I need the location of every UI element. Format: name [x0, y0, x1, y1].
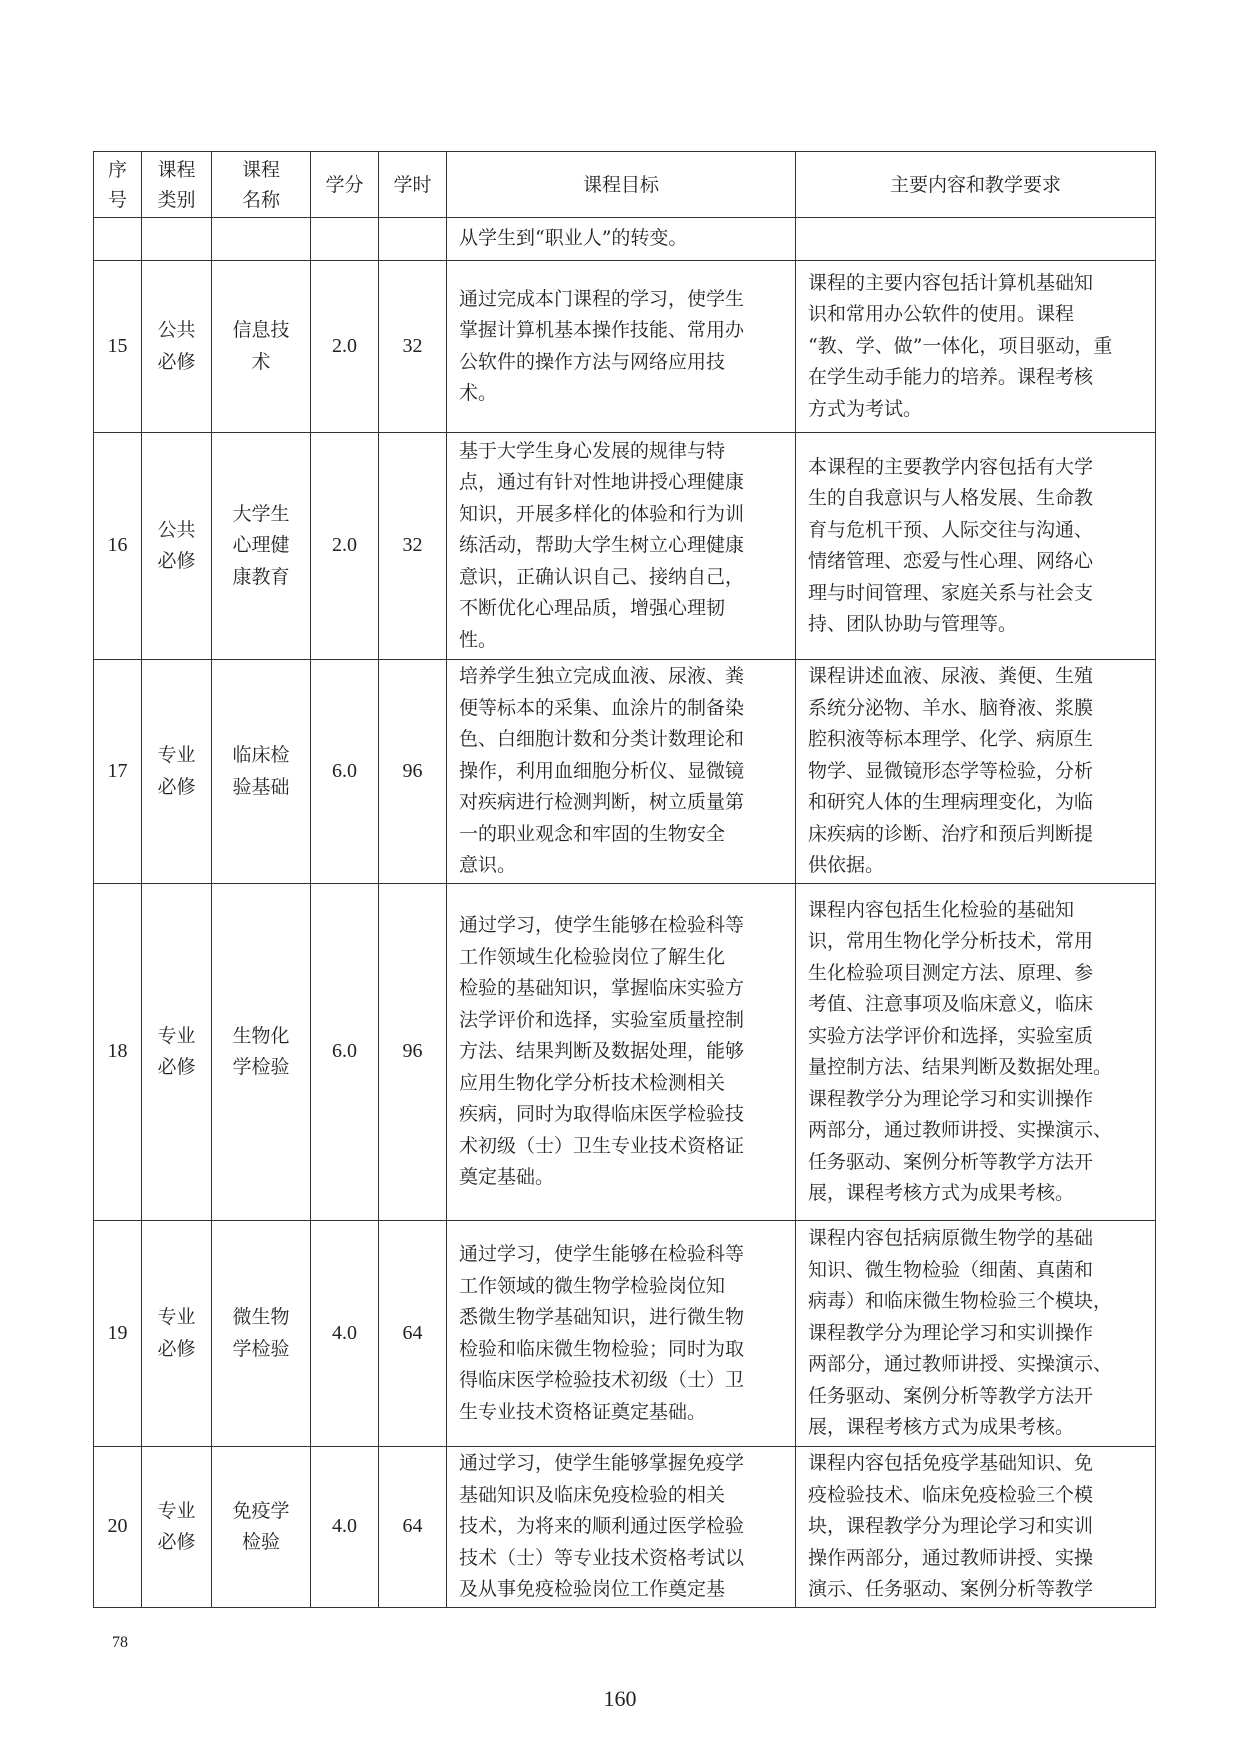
text-line: 情绪管理、恋爱与性心理、网络心 [808, 550, 1094, 572]
cell-goal [447, 1447, 796, 1608]
cell-category [142, 884, 212, 1221]
text-line: 术。 [459, 382, 498, 404]
text-line: 持、团队协助与管理等。 [808, 613, 1018, 635]
text-line: 检验的基础知识，掌握临床实验方 [459, 977, 745, 1000]
text-line: 练活动，帮助大学生树立心理健康 [459, 534, 745, 557]
text-line: 操作两部分，通过教师讲授、实操 [808, 1546, 1094, 1569]
text-line: 两部分，通过教师讲授、实操演示、 [808, 1119, 1113, 1141]
cell-name [212, 1221, 311, 1447]
text-line: 学检验 [232, 1337, 290, 1360]
original-page-number: 78 [112, 1634, 128, 1651]
text-line: 供依据。 [808, 854, 885, 877]
cell-credits: 6.0 [311, 660, 379, 884]
text-line: 块，课程教学分为理论学习和实训 [808, 1515, 1094, 1538]
text-line: 悉微生物学基础知识，进行微生物 [459, 1306, 745, 1328]
text-line: 一的职业观念和牢固的生物安全 [459, 822, 726, 845]
cell-empty [94, 218, 142, 261]
text-line: 奠定基础。 [459, 1166, 555, 1189]
text-line: 方式为考试。 [808, 397, 923, 420]
text-line: 便等标本的采集、血涂片的制备染 [459, 696, 745, 719]
text-line: 在学生动手能力的培养。课程考核 [808, 366, 1094, 389]
text-line: 课程的主要内容包括计算机基础知 [808, 271, 1094, 294]
cell-seq: 17 [94, 660, 142, 884]
cell-seq: 20 [94, 1447, 142, 1608]
text-line: 识，常用生物化学分析技术，常用 [808, 930, 1094, 952]
text-line: 课程内容包括免疫学基础知识、免 [808, 1452, 1094, 1475]
text-line: 课程内容包括生化检验的基础知 [808, 898, 1075, 921]
cell-category [142, 433, 212, 660]
text-line: 不断优化心理品质，增强心理韧 [459, 597, 726, 620]
text-line: 必修 [157, 1337, 196, 1360]
text-line: 免疫学 [232, 1499, 290, 1522]
text-line: 展，课程考核方式为成果考核。 [808, 1182, 1075, 1204]
cell-hours: 32 [379, 433, 447, 660]
text-line: 专业 [157, 744, 196, 766]
table-row [94, 1447, 1156, 1608]
text-line: 公软件的操作方法与网络应用技 [459, 350, 726, 373]
text-line: 实验方法学评价和选择，实验室质 [808, 1024, 1094, 1047]
cell-content [796, 660, 1156, 884]
text-line: 任务驱动、案例分析等教学方法开 [808, 1150, 1094, 1173]
cell-seq: 15 [94, 261, 142, 433]
header-category: 课程 类别 [142, 152, 212, 218]
text-line: 课程教学分为理论学习和实训操作 [808, 1321, 1094, 1344]
cell-content [796, 1221, 1156, 1447]
cell-seq: 19 [94, 1221, 142, 1447]
text-line: 必修 [157, 350, 196, 373]
cell-name [212, 884, 311, 1221]
text-line: 量控制方法、结果判断及数据处理。 [808, 1056, 1113, 1078]
page-number: 160 [603, 1686, 637, 1711]
cell-goal [447, 660, 796, 884]
text-line: 基于大学生身心发展的规律与特 [459, 439, 726, 462]
cell-hours: 32 [379, 261, 447, 433]
text-line: 育与危机干预、人际交往与沟通、 [808, 518, 1094, 541]
text-line: 通过学习，使学生能够掌握免疫学 [459, 1452, 745, 1475]
text-line: 本课程的主要教学内容包括有大学 [808, 455, 1094, 478]
text-line: 工作领域生化检验岗位了解生化 [459, 945, 726, 968]
text-line: 康教育 [232, 565, 290, 588]
cell-category [142, 1221, 212, 1447]
text-line: 方法、结果判断及数据处理，能够 [459, 1040, 745, 1063]
text-line: 专业 [157, 1499, 196, 1522]
cell-empty [142, 218, 212, 261]
text-line: 知识、微生物检验（细菌、真菌和 [808, 1258, 1094, 1281]
cell-hours: 96 [379, 660, 447, 884]
text-line: 基础知识及临床免疫检验的相关 [459, 1483, 726, 1506]
cell-hours: 96 [379, 884, 447, 1221]
cell-goal: 从学生到“职业人”的转变。 [447, 218, 796, 261]
text-line: 生化检验项目测定方法、原理、参 [808, 961, 1094, 984]
text-line: 必修 [157, 1531, 196, 1553]
text-line: 对疾病进行检测判断，树立质量第 [459, 791, 745, 814]
text-line: 通过学习，使学生能够在检验科等 [459, 914, 745, 937]
text-line: 检验 [241, 1531, 280, 1553]
table-row [94, 884, 1156, 1221]
text-line: 及从事免疫检验岗位工作奠定基 [459, 1578, 726, 1601]
text-line: 演示、任务驱动、案例分析等教学 [808, 1578, 1094, 1601]
text-line: 生专业技术资格证奠定基础。 [459, 1400, 707, 1423]
text-line: 微生物 [232, 1306, 290, 1328]
cell-seq: 16 [94, 433, 142, 660]
text-line: 掌握计算机基本操作技能、常用办 [459, 319, 745, 341]
text-line: 知识，开展多样化的体验和行为训 [459, 502, 745, 525]
text-line: 技术（士）等专业技术资格考试以 [459, 1546, 745, 1569]
cell-category [142, 1447, 212, 1608]
table-row-continued [94, 218, 1156, 261]
text-line: 检验和临床微生物检验；同时为取 [459, 1337, 745, 1360]
cell-credits: 4.0 [311, 1221, 379, 1447]
text-line: 考值、注意事项及临床意义，临床 [808, 993, 1094, 1015]
cell-credits: 6.0 [311, 884, 379, 1221]
table-header-row [94, 152, 1156, 218]
text-line: 疾病，同时为取得临床医学检验技 [459, 1103, 745, 1126]
text-line: 通过完成本门课程的学习，使学生 [459, 287, 745, 310]
table-row [94, 261, 1156, 433]
text-line: 大学生 [232, 502, 290, 525]
cell-empty [311, 218, 379, 261]
cell-goal [447, 433, 796, 660]
text-line: 系统分泌物、羊水、脑脊液、浆膜 [808, 696, 1094, 719]
text-line: 疫检验技术、临床免疫检验三个模 [808, 1483, 1094, 1506]
text-line: 术初级（士）卫生专业技术资格证 [459, 1134, 745, 1157]
cell-content [796, 261, 1156, 433]
text-line: 术 [251, 350, 271, 373]
text-line: 通过学习，使学生能够在检验科等 [459, 1243, 745, 1265]
cell-goal [447, 884, 796, 1221]
text-line: 病毒）和临床微生物检验三个模块， [808, 1290, 1113, 1313]
text-line: 生物化 [232, 1024, 290, 1047]
text-line: 色、白细胞计数和分类计数理论和 [459, 728, 745, 751]
cell-hours: 64 [379, 1447, 447, 1608]
text-line: 课程讲述血液、尿液、粪便、生殖 [808, 665, 1094, 688]
text-line: 验基础 [232, 775, 290, 798]
text-line: 展，课程考核方式为成果考核。 [808, 1416, 1075, 1439]
header-seq: 序 号 [94, 152, 142, 218]
header-name: 课程 名称 [212, 152, 311, 218]
cell-goal [447, 261, 796, 433]
text-line: 信息技 [232, 319, 290, 341]
text-line: 生的自我意识与人格发展、生命教 [808, 487, 1094, 509]
text-line: 意识，正确认识自己、接纳自己， [459, 565, 745, 588]
text-line: 临床检 [232, 744, 290, 766]
cell-category [142, 261, 212, 433]
text-line: 课程教学分为理论学习和实训操作 [808, 1087, 1094, 1110]
cell-name [212, 261, 311, 433]
text-line: 理与时间管理、家庭关系与社会支 [808, 581, 1094, 604]
cell-name [212, 1447, 311, 1608]
cell-category [142, 660, 212, 884]
text-line: 法学评价和选择，实验室质量控制 [459, 1008, 745, 1031]
cell-name [212, 433, 311, 660]
text-line: 性。 [459, 628, 498, 651]
course-table [93, 151, 1156, 1608]
text-line: 必修 [157, 775, 196, 798]
table-row [94, 433, 1156, 660]
text-line: 公共 [157, 319, 196, 341]
text-line: 技术，为将来的顺利通过医学检验 [459, 1515, 745, 1538]
text-line: 必修 [157, 550, 196, 572]
text-line: 腔积液等标本理学、化学、病原生 [808, 728, 1094, 751]
cell-hours: 64 [379, 1221, 447, 1447]
text-line: 操作，利用血细胞分析仪、显微镜 [459, 759, 745, 782]
text-line: 课程内容包括病原微生物学的基础 [808, 1227, 1094, 1250]
table-row [94, 660, 1156, 884]
text-line: 物学、显微镜形态学等检验，分析 [808, 759, 1094, 782]
header-hours: 学时 [379, 152, 447, 218]
text-line: “教、学、做”一体化，项目驱动，重 [808, 334, 1113, 357]
text-line: 学检验 [232, 1056, 290, 1078]
cell-credits: 4.0 [311, 1447, 379, 1608]
cell-empty [796, 218, 1156, 261]
cell-empty [212, 218, 311, 261]
text-line: 专业 [157, 1024, 196, 1047]
text-line: 识和常用办公软件的使用。课程 [808, 303, 1075, 326]
text-line: 得临床医学检验技术初级（士）卫 [459, 1369, 745, 1391]
cell-name [212, 660, 311, 884]
text-line: 心理健 [232, 534, 290, 557]
cell-content [796, 884, 1156, 1221]
cell-seq: 18 [94, 884, 142, 1221]
cell-credits: 2.0 [311, 261, 379, 433]
text-line: 应用生物化学分析技术检测相关 [459, 1071, 726, 1094]
cell-content [796, 433, 1156, 660]
text-line: 和研究人体的生理病理变化，为临 [808, 791, 1094, 814]
text-line: 两部分，通过教师讲授、实操演示、 [808, 1353, 1113, 1376]
text-line: 专业 [157, 1306, 196, 1328]
text-line: 床疾病的诊断、治疗和预后判断提 [808, 822, 1094, 845]
header-credits: 学分 [311, 152, 379, 218]
text-line: 任务驱动、案例分析等教学方法开 [808, 1384, 1094, 1407]
text-line: 必修 [157, 1056, 196, 1078]
table-row [94, 1221, 1156, 1447]
text-line: 培养学生独立完成血液、尿液、粪 [459, 665, 745, 688]
cell-goal [447, 1221, 796, 1447]
cell-empty [379, 218, 447, 261]
header-content: 主要内容和教学要求 [796, 152, 1156, 218]
text-line: 公共 [157, 518, 196, 541]
header-goal: 课程目标 [447, 152, 796, 218]
text-line: 点，通过有针对性地讲授心理健康 [459, 471, 745, 494]
cell-content [796, 1447, 1156, 1608]
text-line: 工作领域的微生物学检验岗位知 [459, 1274, 726, 1297]
text-line: 意识。 [459, 854, 517, 877]
cell-credits: 2.0 [311, 433, 379, 660]
